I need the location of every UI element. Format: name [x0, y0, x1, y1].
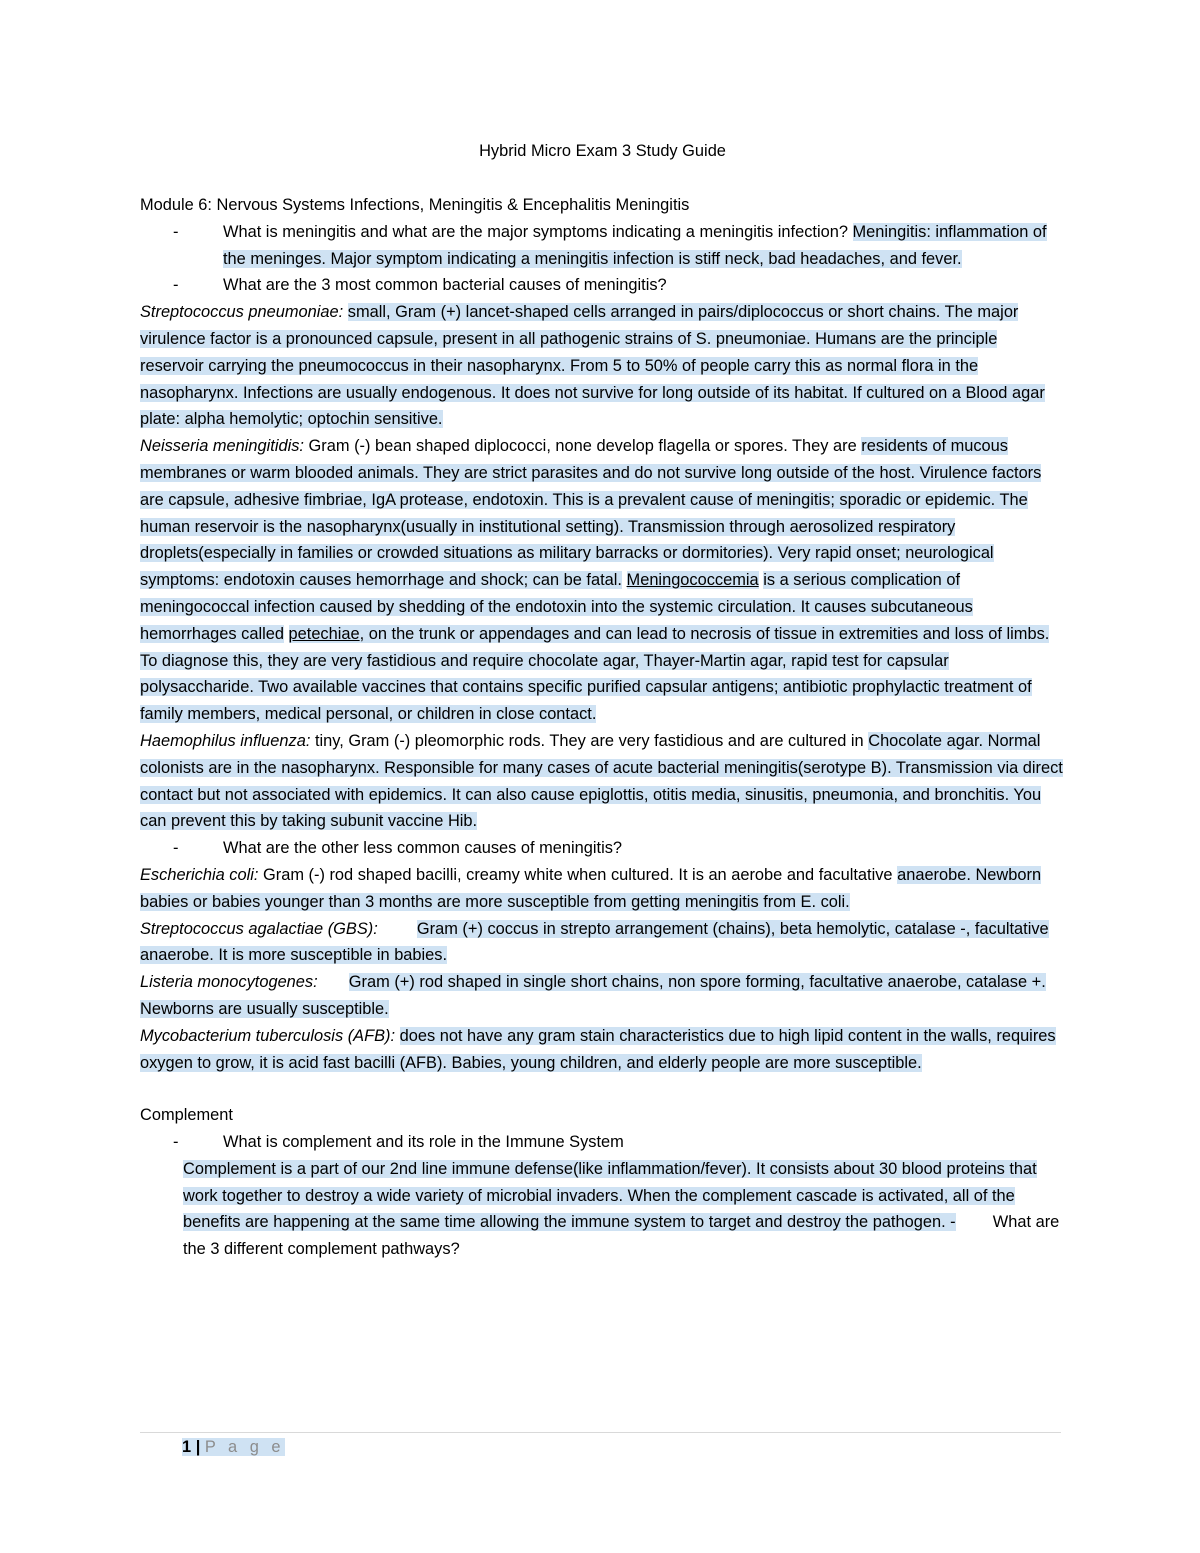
organism-description: Gram (+) coccus in strepto arrangement (chains), beta hemolytic, catalase -, facultative anaerobe. It is more susceptible in babies. — [140, 919, 1049, 965]
paragraph-haemophilus — [140, 728, 1065, 835]
question-common-causes — [173, 272, 1065, 299]
organism-description-highlight: is a serious complication of meningococcal infection caused by shedding of the endotoxin into the systemic circulation. It causes subcutaneous hemorrhages called — [140, 571, 973, 643]
bullet-dash: - — [173, 839, 179, 858]
paragraph-listeria — [140, 969, 1065, 1023]
footer-separator: | — [195, 1438, 201, 1456]
footer-divider — [140, 1432, 1061, 1433]
organism-name: Streptococcus agalactiae (GBS): — [140, 919, 378, 938]
bullet-dash: - — [173, 276, 179, 295]
paragraph-gbs — [140, 916, 1065, 970]
organism-description-highlight: Chocolate agar. Normal colonists are in the nasopharynx. Responsible for many cases of acute bacterial meningitis(serotype B). Transmission via direct contact but not associated with epidemics. It can also cause epiglottis, otitis media, sinusitis, pneumonia, and bronchitis. You can prevent this by taking subunit vaccine Hib. — [140, 731, 1063, 831]
organism-name: Escherichia coli: — [140, 865, 259, 884]
organism-description: does not have any gram stain characteristics due to high lipid content in the walls, requires oxygen to grow, it is acid fast bacilli (AFB). Babies, young children, and elderly people are more susceptible. — [140, 1026, 1056, 1072]
page-number: 1 — [182, 1438, 192, 1456]
term-meningococcemia: Meningococcemia — [626, 571, 759, 590]
organism-name: Streptococcus pneumoniae: — [140, 303, 344, 322]
organism-name: Mycobacterium tuberculosis (AFB): — [140, 1026, 396, 1045]
organism-description: small, Gram (+) lancet-shaped cells arranged in pairs/diplococcus or short chains. The major virulence factor is a pronounced capsule, present in all pathogenic strains of S. pneumoniae. Humans are the principle reservoir carrying the pneumococcus in their nasopharynx. From 5 to 50% of people carry this as normal flora in the nasopharynx. Infections are usually endogenous. It does not survive for long outside of its habitat. If cultured on a Blood agar plate: alpha hemolytic; optochin sensitive. — [140, 303, 1045, 429]
document-body — [140, 138, 1065, 1263]
organism-description-highlight: , on the trunk or appendages and can lead to necrosis of tissue in extremities and loss of limbs. To diagnose this, they are very fastidious and require chocolate agar, Thayer-Martin agar, rapid test for capsular polysaccharide. Two available vaccines that contains specific purified capsular antigens; antibiotic prophylactic treatment of family members, medical personal, or children in close contact. — [140, 624, 1050, 724]
organism-description: tiny, Gram (-) pleomorphic rods. They are very fastidious and are cultured in — [314, 731, 864, 750]
paragraph-mycobacterium — [140, 1023, 1065, 1077]
question-complement — [173, 1129, 1065, 1156]
bullet-dash: - — [173, 222, 179, 241]
question-text: What is meningitis and what are the major symptoms indicating a meningitis infection? — [223, 222, 848, 241]
complement-answer — [183, 1156, 1065, 1263]
module-heading: Module 6: Nervous Systems Infections, Meningitis & Encephalitis Meningitis — [140, 196, 690, 214]
organism-name: Haemophilus influenza: — [140, 731, 311, 750]
question-text: What are the 3 different complement pathways? — [183, 1213, 1060, 1259]
paragraph-ecoli — [140, 862, 1065, 916]
paragraph-strep-pneumoniae — [140, 299, 1065, 433]
paragraph-neisseria — [140, 433, 1065, 728]
term-petechiae: petechiae — [288, 624, 360, 643]
organism-name: Listeria monocytogenes: — [140, 973, 318, 992]
question-less-common-causes — [173, 835, 1065, 862]
organism-name: Neisseria meningitidis: — [140, 437, 304, 456]
organism-description-highlight: residents of mucous membranes or warm blooded animals. They are strict parasites and do not survive long outside of the host. Virulence factors are capsule, adhesive fimbriae, IgA protease, endotoxin. This is a prevalent cause of meningitis; sporadic or epidemic. The human reservoir is the nasopharynx(usually in institutional setting). Transmission through aerosolized respiratory droplets(especially in families or crowded situations as military barracks or dormitories). Very rapid onset; neurological symptoms: endotoxin causes hemorrhage and shock; can be fatal. — [140, 437, 1042, 590]
question-text: What is complement and its role in the Immune System — [223, 1133, 624, 1152]
answer-text: Complement is a part of our 2nd line immune defense(like inflammation/fever). It consists about 30 blood proteins that work together to destroy a wide variety of microbial invaders. When the complement cascade is activated, all of the benefits are happening at the same time allowing the immune system to target and destroy the pathogen. - — [183, 1159, 1037, 1232]
organism-description: Gram (-) rod shaped bacilli, creamy white when cultured. It is an aerobe and facultative — [263, 865, 893, 884]
answer-text: Meningitis: inflammation of the meninges. Major symptom indicating a meningitis infection is stiff neck, bad headaches, and fever. — [223, 222, 1047, 268]
question-text: What are the other less common causes of meningitis? — [223, 839, 623, 858]
page-word: P a g e — [204, 1438, 285, 1456]
organism-description: Gram (-) bean shaped diplococci, none develop flagella or spores. They are — [308, 437, 857, 456]
question-meningitis — [173, 219, 1065, 273]
page-footer — [182, 1434, 285, 1460]
question-text: What are the 3 most common bacterial causes of meningitis? — [223, 276, 667, 295]
complement-heading: Complement — [140, 1106, 233, 1125]
organism-description: Gram (+) rod shaped in single short chains, non spore forming, facultative anaerobe, catalase +. Newborns are usually susceptible. — [140, 973, 1046, 1018]
organism-description-highlight: anaerobe. Newborn babies or babies younger than 3 months are more susceptible from getting meningitis from E. coli. — [140, 865, 1042, 911]
bullet-dash: - — [173, 1133, 179, 1152]
document-title: Hybrid Micro Exam 3 Study Guide — [479, 142, 726, 160]
